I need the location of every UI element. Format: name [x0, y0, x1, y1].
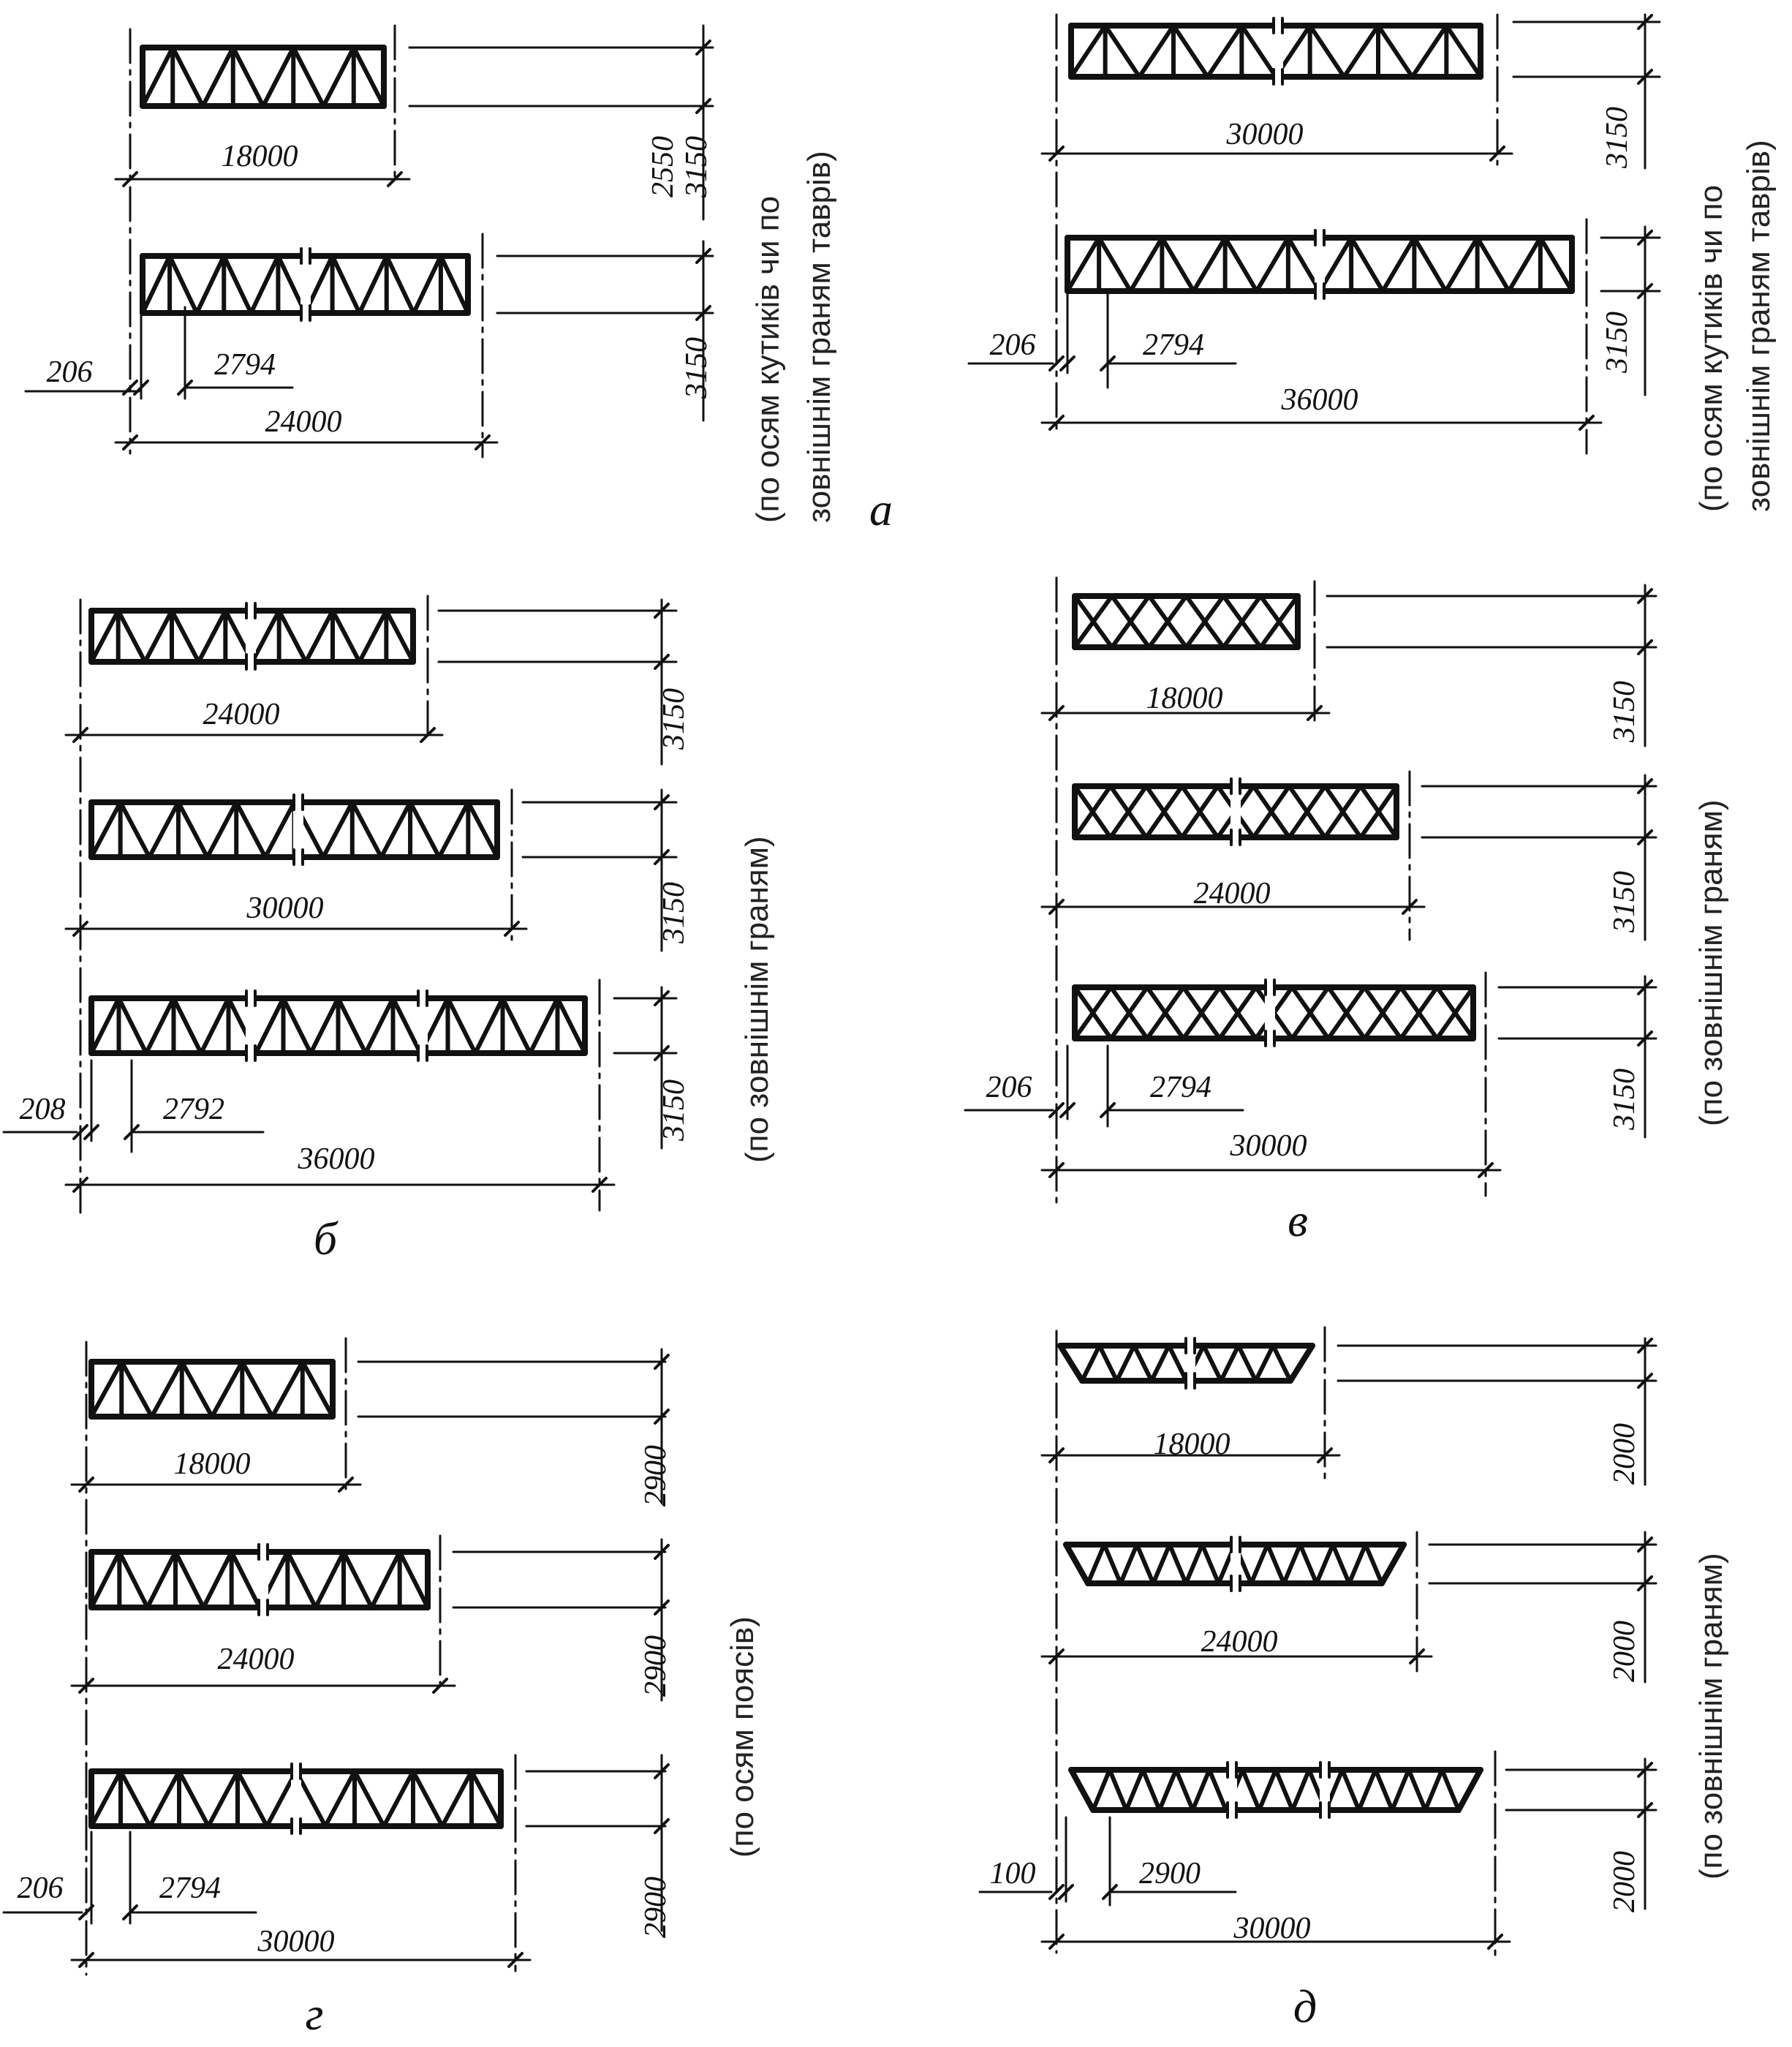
height-label: 3150 — [1600, 312, 1634, 373]
height-label: 2900 — [639, 1877, 673, 1938]
truss-diagonal — [1208, 26, 1242, 77]
truss-diagonal — [1203, 1346, 1221, 1381]
dimension-note: (по осям поясів) — [725, 1616, 760, 1858]
panel-letter: г — [305, 1988, 324, 2040]
truss-diagonal — [333, 611, 360, 662]
truss-diagonal — [119, 998, 147, 1053]
panel-label: 2794 — [214, 348, 276, 382]
span-label: 30000 — [1233, 1912, 1311, 1945]
panel-letter: в — [1288, 1194, 1308, 1246]
dimension-note: (по зовнішнім граням) — [1693, 1553, 1729, 1880]
end-post — [1066, 1545, 1088, 1583]
end-post — [1071, 1770, 1093, 1810]
truss-diagonal — [303, 1362, 333, 1417]
truss-diagonal — [325, 1771, 355, 1826]
truss-diagonal — [558, 998, 586, 1053]
truss-diagonal — [1110, 1770, 1127, 1810]
truss-diagonal — [172, 611, 199, 662]
truss-diagonal — [173, 48, 203, 106]
truss-diagonal — [1169, 1346, 1187, 1381]
span-label: 30000 — [1230, 1129, 1307, 1163]
truss-diagonal — [1442, 1770, 1459, 1810]
span-label: 18000 — [1146, 682, 1223, 715]
truss-diagonal — [149, 802, 178, 857]
truss-diagonal — [1375, 1770, 1392, 1810]
truss-diagonal — [91, 611, 118, 662]
truss-diagonal — [1088, 1545, 1104, 1583]
truss-diagonal — [1099, 238, 1130, 291]
truss-diagonal — [118, 611, 145, 662]
truss-diagonal — [384, 1771, 413, 1826]
truss-diagonal — [1366, 1545, 1382, 1583]
truss-diagonal — [1383, 238, 1414, 291]
height-label: 2000 — [1608, 1621, 1641, 1682]
truss-diagonal — [1137, 1545, 1153, 1583]
truss-diagonal — [387, 256, 414, 313]
truss-diagonal — [1139, 26, 1173, 77]
truss-diagonal — [1126, 1770, 1143, 1810]
truss-diagonal — [233, 48, 263, 106]
height-label: 3150 — [657, 1079, 691, 1141]
height-label: 2900 — [639, 1635, 673, 1697]
truss-diagonal — [170, 256, 197, 313]
truss-diagonal — [265, 802, 295, 857]
truss-diagonal — [1351, 238, 1383, 291]
truss-diagonal — [150, 1771, 179, 1826]
span-label: 30000 — [1226, 118, 1304, 151]
truss-diagonal — [197, 256, 224, 313]
truss-diagonal — [212, 1362, 242, 1417]
truss-diagonal — [1241, 26, 1276, 77]
truss-diagonal — [410, 802, 439, 857]
truss-diagonal — [360, 256, 387, 313]
span-label: 24000 — [1201, 1625, 1278, 1659]
truss-diagonal — [1378, 26, 1413, 77]
end-post — [1459, 1770, 1481, 1810]
truss-diagonal — [386, 611, 413, 662]
truss-diagonal — [1446, 238, 1478, 291]
truss-diagonal — [1509, 238, 1540, 291]
end-post — [1060, 1346, 1082, 1381]
truss-diagonal — [121, 802, 150, 857]
span-label: 30000 — [246, 891, 324, 925]
truss-diagonal — [413, 1771, 442, 1826]
truss-diagonal — [91, 802, 121, 857]
truss-diagonal — [1344, 26, 1378, 77]
truss-diagonal — [1162, 238, 1193, 291]
height-label: 2550 — [646, 136, 680, 197]
truss-diagonal — [1243, 1770, 1260, 1810]
truss-diagonal — [238, 1771, 267, 1826]
truss-diagonal — [352, 802, 382, 857]
truss-diagonal — [354, 48, 384, 106]
truss-diagonal — [1152, 1346, 1169, 1381]
truss-diagonal — [1268, 1545, 1284, 1583]
truss-diagonal — [1105, 26, 1140, 77]
truss-diagonal — [121, 1771, 150, 1826]
panel-letter: б — [313, 1213, 338, 1264]
truss-diagonal — [1317, 1545, 1333, 1583]
truss-diagonal — [1257, 238, 1288, 291]
truss-diagonal — [232, 1552, 260, 1607]
truss-diagonal — [1209, 1770, 1226, 1810]
truss-diagonal — [441, 256, 468, 313]
truss-diagonal — [91, 1552, 119, 1607]
truss-diagonal — [393, 998, 421, 1053]
panel-label: 2794 — [1143, 328, 1204, 362]
truss-diagonal — [1300, 1545, 1316, 1583]
truss-diagonal — [1221, 1346, 1239, 1381]
truss-diagonal — [178, 802, 208, 857]
span-label: 30000 — [257, 1925, 335, 1959]
height-label: 3150 — [1608, 1068, 1641, 1130]
offset-label: 208 — [19, 1093, 66, 1126]
truss-diagonal — [1259, 1770, 1276, 1810]
panel-label: 2794 — [159, 1871, 221, 1905]
truss-diagonal — [1100, 1346, 1117, 1381]
truss-diagonal — [1409, 1770, 1426, 1810]
height-label: 3150 — [1600, 107, 1634, 168]
truss-diagonal — [143, 256, 170, 313]
span-label: 24000 — [203, 698, 280, 731]
truss-diagonal — [1153, 1545, 1169, 1583]
span-label: 24000 — [1193, 877, 1271, 911]
dimension-labels — [18, 107, 1777, 2040]
truss-diagonal — [1342, 1770, 1359, 1810]
truss-diagonal — [472, 1771, 501, 1826]
truss-diagonal — [208, 802, 237, 857]
truss-diagonal — [1117, 1346, 1135, 1381]
truss-diagonal — [333, 256, 360, 313]
truss-diagonal — [146, 998, 174, 1053]
truss-diagonal — [1093, 1770, 1110, 1810]
truss-diagonal — [381, 802, 410, 857]
truss-diagonal — [1186, 1545, 1202, 1583]
truss-diagonal — [1160, 1770, 1176, 1810]
truss-diagonal — [344, 1552, 371, 1607]
truss-diagonal — [91, 998, 119, 1053]
truss-diagonal — [1104, 1545, 1120, 1583]
dimension-note: зовнішнім граням таврів) — [801, 151, 837, 523]
truss-diagonal — [145, 611, 172, 662]
offset-label: 206 — [989, 328, 1036, 362]
truss-diagonal — [1194, 238, 1225, 291]
panel-letter: д — [1293, 1980, 1317, 2032]
panel-letter: а — [869, 483, 893, 535]
truss-diagonal — [1134, 1346, 1152, 1381]
truss-diagonal — [1276, 1770, 1293, 1810]
truss-diagonal — [1130, 238, 1162, 291]
truss-diagonal — [1143, 1770, 1160, 1810]
truss-diagonal — [1251, 1545, 1267, 1583]
truss-diagonal — [284, 998, 311, 1053]
offset-label: 206 — [986, 1071, 1032, 1104]
truss-diagonal — [1284, 1545, 1300, 1583]
truss-diagonal — [143, 48, 173, 106]
truss-diagonal — [1446, 26, 1481, 77]
truss-diagonal — [279, 611, 306, 662]
truss-diagonal — [1239, 1346, 1256, 1381]
span-label: 18000 — [1153, 1428, 1230, 1461]
height-label: 2900 — [639, 1445, 673, 1507]
truss-diagonal — [1071, 26, 1105, 77]
truss-diagonal — [224, 256, 251, 313]
truss-diagonal — [503, 998, 531, 1053]
span-label: 24000 — [265, 405, 342, 439]
offset-label: 206 — [46, 355, 93, 389]
truss-diagonal — [1413, 26, 1447, 77]
truss-diagonal — [91, 1771, 121, 1826]
dimension-note: (по зовнішнім граням) — [739, 836, 775, 1163]
height-label: 2000 — [1608, 1423, 1641, 1485]
height-label: 3150 — [680, 136, 714, 197]
truss-diagonal — [236, 802, 265, 857]
span-label: 24000 — [217, 1643, 295, 1676]
truss-diagonal — [1414, 238, 1445, 291]
truss-diagonal — [121, 1362, 151, 1417]
dimension-note: (по осям кутиків чи по — [750, 195, 786, 523]
span-label: 18000 — [173, 1447, 251, 1481]
truss-diagonal — [1173, 26, 1208, 77]
truss-diagonal — [1256, 1346, 1274, 1381]
truss-diagonal — [1392, 1770, 1409, 1810]
truss-diagonal — [323, 802, 352, 857]
height-label: 2000 — [1608, 1851, 1641, 1912]
truss-diagonal — [203, 1552, 231, 1607]
height-label: 3150 — [1608, 871, 1641, 932]
truss-diagonal — [208, 1771, 238, 1826]
truss-diagonal — [91, 1362, 121, 1417]
truss-diagonal — [1310, 26, 1345, 77]
truss-diagonal — [1170, 1545, 1186, 1583]
truss-diagonal — [199, 611, 226, 662]
height-label: 3150 — [657, 688, 691, 750]
span-label: 36000 — [1281, 383, 1358, 417]
truss-diagonal — [1333, 1545, 1349, 1583]
truss-diagonal — [148, 1552, 175, 1607]
truss-diagonal — [263, 48, 293, 106]
truss-diagonal — [1273, 1346, 1290, 1381]
truss-diagonal — [414, 256, 441, 313]
truss-diagonal — [400, 1552, 428, 1607]
truss-diagonal — [201, 998, 229, 1053]
truss-diagonal — [1426, 1770, 1443, 1810]
panel-label: 2794 — [1150, 1071, 1211, 1104]
truss-diagonal — [355, 1771, 384, 1826]
truss-diagonal — [366, 998, 393, 1053]
dimension-note: зовнішнім граням таврів) — [1741, 140, 1777, 512]
truss-diagonal — [311, 998, 339, 1053]
truss-diagonal — [1540, 238, 1572, 291]
height-label: 3150 — [680, 337, 714, 399]
height-label: 3150 — [657, 882, 691, 943]
truss-diagonal — [306, 611, 333, 662]
dimension-note: (по осям кутиків чи по — [1693, 184, 1729, 512]
truss-diagonal — [152, 1362, 182, 1417]
panel-label: 2900 — [1139, 1857, 1201, 1890]
truss-diagonal — [1202, 1545, 1218, 1583]
truss-diagonal — [360, 611, 387, 662]
truss-diagonal — [273, 1362, 303, 1417]
truss-diagonal — [1349, 1545, 1365, 1583]
truss-diagonal — [439, 802, 469, 857]
truss-diagonal — [1121, 1545, 1137, 1583]
offset-label: 206 — [17, 1871, 64, 1905]
truss-diagonal — [475, 998, 503, 1053]
truss-diagonal — [448, 998, 476, 1053]
truss-diagonal — [316, 1552, 344, 1607]
truss-diagonal — [175, 1552, 203, 1607]
end-post — [1382, 1545, 1404, 1583]
truss-diagonal — [182, 1362, 212, 1417]
truss-diagonal — [179, 1771, 208, 1826]
truss-diagonal — [468, 802, 497, 857]
truss-diagonal — [530, 998, 558, 1053]
truss-diagonal — [1082, 1346, 1100, 1381]
truss-diagonal — [293, 48, 323, 106]
truss-diagonal — [339, 998, 366, 1053]
end-post — [1290, 1346, 1312, 1381]
height-label: 3150 — [1608, 681, 1641, 742]
offset-label: 100 — [989, 1857, 1036, 1890]
truss-diagonal — [442, 1771, 472, 1826]
truss-diagonal — [1225, 238, 1257, 291]
truss-diagonal — [1478, 238, 1509, 291]
truss-diagonal — [371, 1552, 399, 1607]
truss-diagonal — [1293, 1770, 1309, 1810]
truss-diagonal — [203, 48, 233, 106]
truss-diagonal — [174, 998, 202, 1053]
truss-diagonal — [324, 48, 354, 106]
truss-diagonal — [242, 1362, 272, 1417]
truss-diagonal — [287, 1552, 315, 1607]
truss-diagonal — [1067, 238, 1099, 291]
truss-diagonal — [119, 1552, 147, 1607]
span-label: 18000 — [221, 140, 298, 173]
truss-diagonal — [256, 998, 284, 1053]
truss-diagonal — [1359, 1770, 1376, 1810]
truss-diagonal — [251, 256, 278, 313]
span-label: 36000 — [298, 1142, 375, 1176]
truss-diagonal — [1176, 1770, 1193, 1810]
panel-label: 2792 — [163, 1093, 224, 1126]
truss-diagonal — [1192, 1770, 1209, 1810]
dimension-note: (по зовнішнім граням) — [1693, 799, 1729, 1126]
